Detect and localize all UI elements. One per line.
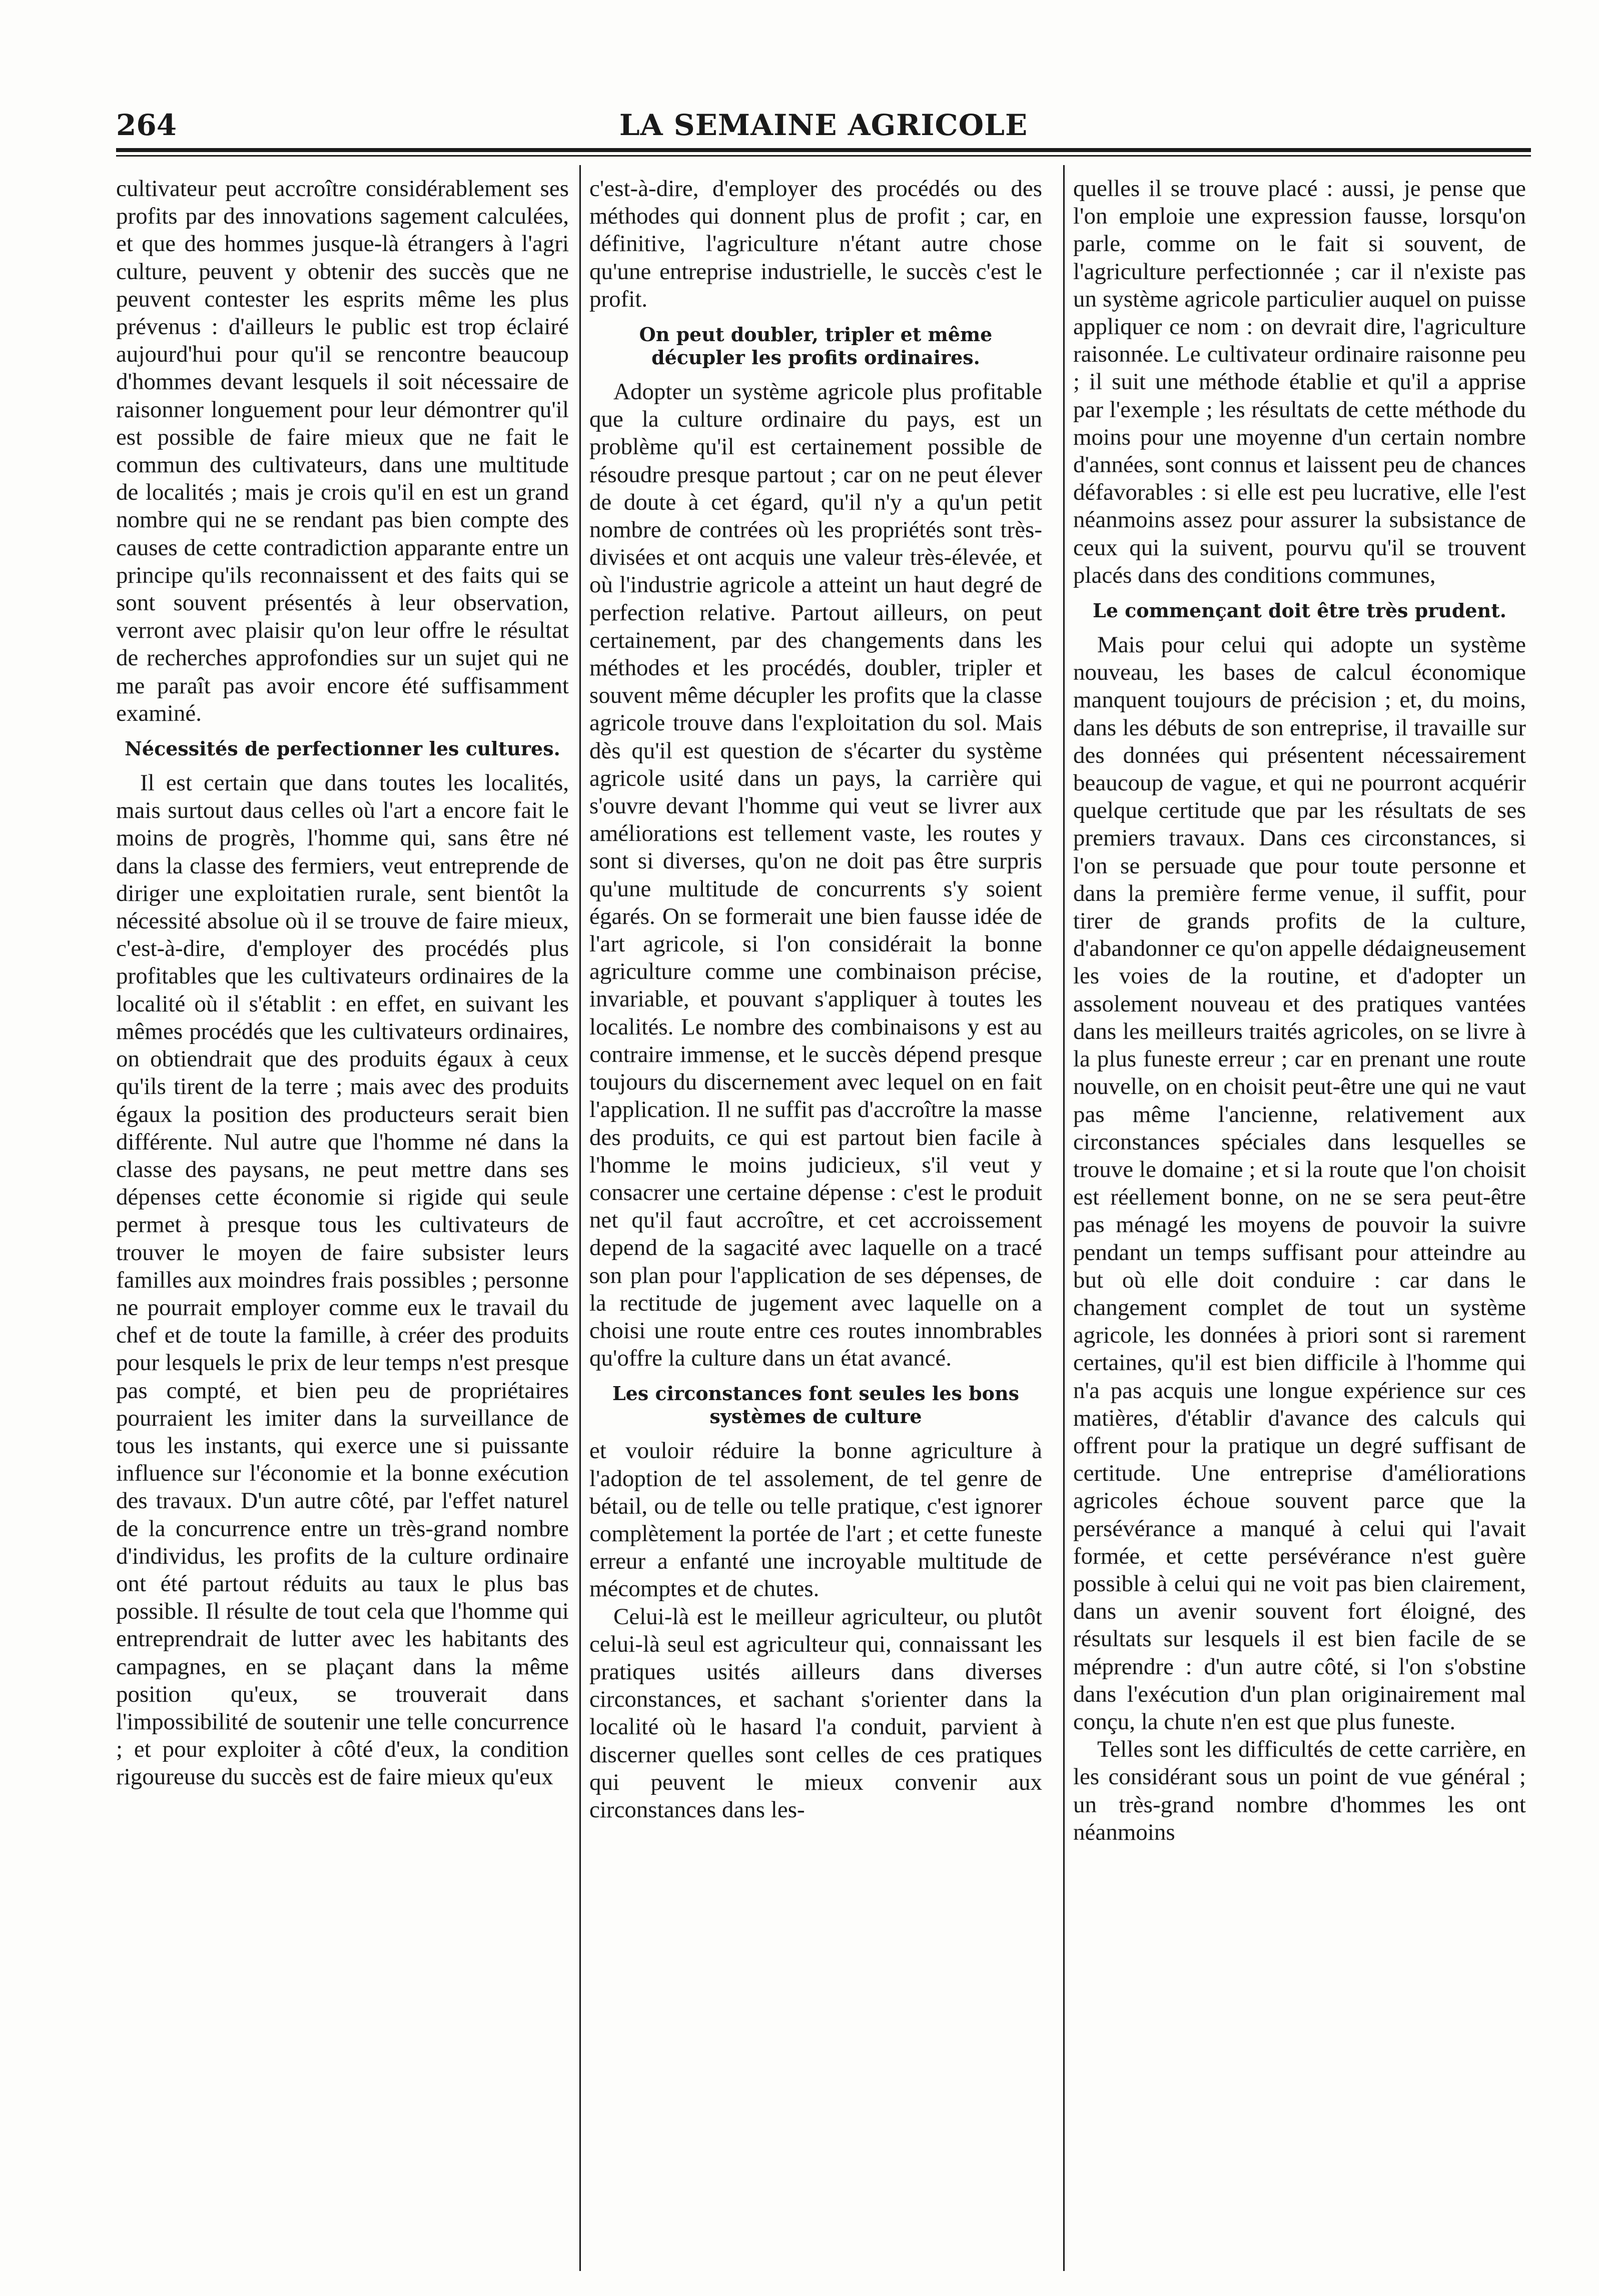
header-rule-thin <box>116 155 1531 157</box>
column-3 <box>1073 175 1526 2276</box>
journal-title: LA SEMAINE AGRICOLE <box>619 108 1028 142</box>
column-2 <box>589 175 1042 2276</box>
article-paragraph: Celui-là est le meilleur agriculteur, ou plutôt celui-là seul est agriculteur qui, connaissant les pratiques usités ailleurs dans diverses circonstances, et sachant s'orienter dans la localité où le hasard l'a conduit, parvient à discerner quelles sont celles de ces pratiques qui peuvent le mieux convenir aux circonstances dans les- <box>589 1603 1042 1823</box>
column-1 <box>116 175 569 2276</box>
page-number: 264 <box>116 108 177 142</box>
article-paragraph: Adopter un système agricole plus profitable que la culture ordinaire du pays, est un problème qu'il est certainement possible de résoudre presque partout ; car on ne peut élever de doute à cet égard, qu'il n'y a qu'un petit nombre de contrées où les propriétés sont très-divisées et ont acquis une valeur très-élevée, et où l'industrie agricole a atteint un haut degré de perfection relative. Partout ailleurs, on peut certainement, par des changements dans les méthodes et les procédés, doubler, tripler et souvent même décupler les profits que la classe agricole trouve dans l'exploitation du sol. Mais dès qu'il est question de s'écarter du système agricole usité dans un pays, la carrière qui s'ouvre devant l'homme qui veut se livrer aux améliorations est tellement vaste, les routes y sont si diverses, qu'on ne doit pas être surpris qu'une multitude de concurrents s'y soient égarés. On se formerait une bien fausse idée de l'art agricole, si l'on considérait la bonne agriculture comme une combinaison précise, invariable, et pouvant s'appliquer à toutes les localités. Le nombre des combinaisons y est au contraire immense, et le succès dépend presque toujours du discernement avec lequel on en fait l'application. Il ne suffit pas d'accroître la masse des produits, ce qui est partout bien facile à l'homme le moins judicieux, s'il veut y consacrer une certaine dépense : c'est le produit net qu'il faut accroître, et cet accroissement depend de la sagacité avec laquelle on a tracé son plan pour l'application de ses dépenses, de la rectitude de jugement avec laquelle on a choisi une route entre ces routes innombrables qu'offre la culture dans un état avancé. <box>589 379 1042 1372</box>
article-paragraph: et vouloir réduire la bonne agriculture à l'adoption de tel assolement, de tel genre de bétail, ou de telle ou telle pratique, c'est ignorer complètement la portée de l'art ; et cette funeste erreur a enfanté une incroyable multitude de mécomptes et de chutes. <box>589 1438 1042 1602</box>
header-rule <box>116 148 1531 152</box>
article-paragraph: cultivateur peut accroître considérablement ses profits par des innovations sagement calculées, et que des hommes jusque-là étrangers à l'agri culture, peuvent y obtenir des succès que ne peuvent contester les esprits même les plus prévenus : d'ailleurs le public est trop éclairé aujourd'hui pour qu'il se rencontre beaucoup d'hommes devant lesquels il soit nécessaire de raisonner longuement pour leur démontrer qu'il est possible de faire mieux que ne fait le commun des cultivateurs, dans une multitude de localités ; mais je crois qu'il en est un grand nombre qui ne se rendant pas bien compte des causes de cette contradiction apparante entre un principe qu'ils reconnaissent et des faits qui se sont souvent présentés à leur observation, verront avec plaisir qu'on leur offre le résultat de recherches approfondies sur un sujet qui ne me paraît pas avoir encore été suffisamment examiné. <box>116 176 569 726</box>
article-paragraph: Telles sont les difficultés de cette carrière, en les considérant sous un point de vue général ; un très-grand nombre d'hommes les ont néanmoins <box>1073 1736 1526 1845</box>
column-divider <box>579 165 581 2271</box>
section-heading: Le commençant doit être très prudent. <box>1092 599 1507 622</box>
article-paragraph: quelles il se trouve placé : aussi, je pense que l'on emploie une expression fausse, lorsqu'on parle, comme on le fait si souvent, de l'agriculture perfectionnée ; car il n'existe pas un système agricole particulier auquel on puisse appliquer ce nom : on devrait dire, l'agriculture raisonnée. Le cultivateur ordinaire raisonne peu ; il suit une méthode établie et qu'il a apprise par l'exemple ; les résultats de cette méthode du moins pour une moyenne d'un certain nombre d'années, sont connus et laissent peu de chances défavorables : si elle est peu lucrative, elle l'est néanmoins assez pour assurer la subsistance de ceux qui la suivent, pourvu qu'il se trouvent placés dans des conditions communes, <box>1073 176 1526 588</box>
section-heading: Nécessités de perfectionner les cultures. <box>125 737 560 760</box>
section-heading: On peut doubler, tripler et même décupler les profits ordinaires. <box>639 323 993 369</box>
column-divider <box>1063 165 1065 2271</box>
article-paragraph: Mais pour celui qui adopte un système nouveau, les bases de calcul économique manquent toujours de précision ; et, du moins, dans les débuts de son entreprise, il travaille sur des données qui présentent nécessairement beaucoup de vague, et qui ne pourront acquérir quelque certitude que par les résultats de ses premiers travaux. Dans ces circonstances, si l'on se persuade que pour toute personne et dans la première ferme venue, il suffit, pour tirer de grands profits de la culture, d'abandonner ce qu'on appelle dédaigneusement les voies de la routine, et d'adopter un assolement nouveau et des pratiques vantées dans les meilleurs traités agricoles, on se livre à la plus funeste erreur ; car en prenant une route nouvelle, on en choisit peut-être une qui ne vaut pas même l'ancienne, relativement aux circonstances spéciales dans lesquelles se trouve le domaine ; et si la route que l'on choisit est réellement bonne, on ne se sera peut-être pas ménagé les moyens de pouvoir la suivre pendant un temps suffisant pour atteindre au but où elle doit conduire : car dans le changement complet de tout un système agricole, les données à priori sont si rarement certaines, qu'il est bien difficile à l'homme qui n'a pas acquis une longue expérience sur ces matières, d'établir d'avance des calculs qui offrent pour la pratique un degré suffisant de certitude. Une entreprise d'améliorations agricoles échoue souvent parce que la persévérance a manqué à celui qui l'avait formée, et cette persévérance n'est guère possible à celui qui ne voit pas bien clairement, dans un avenir souvent fort éloigné, des résultats sur lesquels il est bien facile de se méprendre : d'un autre côté, si l'on s'obstine dans l'exécution d'un plan originairement mal conçu, la chute n'en est que plus funeste. <box>1073 632 1526 1735</box>
article-paragraph: c'est-à-dire, d'employer des procédés ou des méthodes qui donnent plus de profit ; car, en définitive, l'agriculture n'étant autre chose qu'une entreprise industrielle, le succès c'est le profit. <box>589 176 1042 312</box>
section-heading: Les circonstances font seules les bons systèmes de culture <box>612 1382 1020 1428</box>
page-header <box>116 105 1531 145</box>
article-paragraph: Il est certain que dans toutes les localités, mais surtout daus celles où l'art a encore fait le moins de progrès, l'homme qui, sans être né dans la classe des fermiers, veut entreprende de diriger une exploitatien rurale, sent bientôt la nécessité absolue où il se trouve de faire mieux, c'est-à-dire, d'employer des procédés plus profitables que les cultivateurs ordinaires de la localité où il s'établit : en effet, en suivant les mêmes procédés que les cultivateurs ordinaires, on obtiendrait que des produits égaux à ceux qu'ils tirent de la terre ; mais avec des produits égaux la position des producteurs serait bien différente. Nul autre que l'homme né dans la classe des paysans, ne peut mettre dans ses dépenses cette économie si rigide qui seule permet à presque tous les cultivateurs de trouver le moyen de faire subsister leurs familles aux moindres frais possibles ; personne ne pourrait employer comme eux le travail du chef et de toute la famille, à créer des produits pour lesquels le prix de leur temps n'est presque pas compté, et bien peu de propriétaires pourraient les imiter dans la surveillance de tous les instants, qui exerce une si puissante influence sur l'économie et la bonne exécution des travaux. D'un autre côté, par l'effet naturel de la concurrence entre un très-grand nombre d'individus, les profits de la culture ordinaire ont été partout réduits au taux le plus bas possible. Il résulte de tout cela que l'homme qui entreprendrait de lutter avec les habitants des campagnes, en se plaçant dans la même position qu'eux, se trouverait dans l'impossibilité de soutenir une telle concurrence ; et pour exploiter à côté d'eux, la condition rigoureuse du succès est de faire mieux qu'eux <box>116 770 569 1790</box>
